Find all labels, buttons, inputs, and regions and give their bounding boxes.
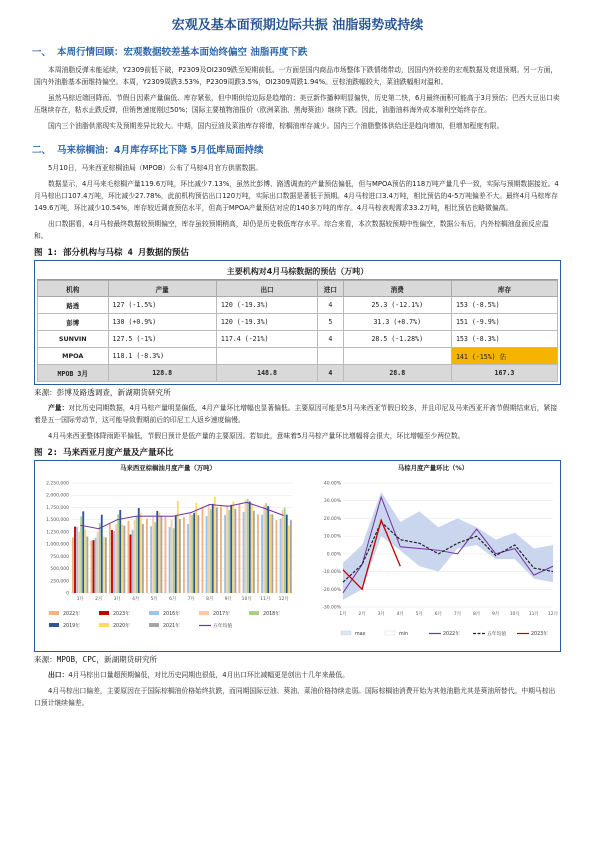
table-cell: [216, 348, 317, 365]
bar: [247, 499, 249, 593]
figure-source: 来源：彭博及路透调查，新湖期货研究所: [34, 388, 171, 397]
bar: [86, 537, 88, 593]
bar: [202, 507, 204, 593]
bar: [93, 540, 95, 593]
table-row: [38, 365, 558, 382]
table-cell: 130 (+0.9%): [108, 314, 216, 331]
bar: [142, 524, 144, 593]
paragraph: 5月10日，马来西亚棕榈油局（MPOB）公布了马棕4月官方供需数据。: [48, 164, 262, 172]
bar: [189, 513, 191, 593]
bar: [97, 532, 99, 593]
bar: [117, 514, 119, 593]
bar: [267, 506, 269, 593]
table-cell: 28.8: [343, 365, 451, 382]
table-cell: [343, 348, 451, 365]
col-header: 机构: [38, 281, 109, 297]
paragraph: 4月马棕出口偏差，主要原因在于国际棕榈油价格始终抗跌，而同期国际豆油、葵油、菜油价格持续走弱。国际棕榈油消费开始为其他油脂尤其是葵油所替代。中期马棕出口预计继续偏差。: [34, 687, 556, 707]
paragraph-label: 产量：: [48, 404, 69, 412]
legend-label: min: [399, 632, 409, 637]
bar: [251, 504, 253, 593]
y-tick-label: 1,500,000: [46, 518, 69, 524]
y-tick-label: 1,250,000: [46, 530, 69, 536]
bar: [74, 527, 76, 593]
y-tick-label: 20.00%: [323, 516, 341, 522]
legend-swatch: [49, 611, 59, 615]
legend-label: 2016年: [163, 612, 181, 617]
table-cell: 118.1 (-8.3%): [108, 348, 216, 365]
bar: [216, 507, 218, 593]
x-tick-label: 5月: [415, 612, 424, 617]
bar: [187, 524, 189, 593]
bar: [257, 514, 259, 593]
x-tick-label: 3月: [113, 597, 121, 602]
bar: [109, 524, 111, 593]
table-cell: 31.3 (+8.7%): [343, 314, 451, 331]
x-tick-label: 10月: [241, 597, 252, 602]
bar: [282, 510, 284, 593]
charts-row: [37, 463, 558, 649]
legend-swatch: [149, 611, 159, 615]
y-tick-label: -20.00%: [322, 587, 341, 593]
bar: [183, 517, 185, 593]
legend-swatch: [385, 631, 395, 635]
x-tick-label: 9月: [492, 612, 500, 617]
table-cell: 153 (-8.3%): [451, 331, 557, 348]
x-tick-label: 6月: [169, 597, 177, 602]
bar: [284, 507, 286, 593]
y-tick-label: 0.00%: [326, 552, 341, 558]
bar: [158, 513, 160, 593]
bar: [290, 520, 292, 593]
y-tick-label: 250,000: [50, 579, 69, 585]
bar: [132, 530, 134, 593]
y-tick-label: 0: [66, 591, 69, 597]
bar: [121, 524, 123, 593]
bar: [115, 524, 117, 593]
x-tick-label: 7月: [453, 612, 462, 617]
bar: [171, 520, 173, 593]
table-cell: 彭博: [38, 314, 109, 331]
table-title: 主要机构对4月马棕数据的预估（万吨）: [37, 263, 558, 280]
production-chart: [37, 463, 299, 649]
x-tick-label: 4月: [396, 612, 404, 617]
bar: [175, 516, 177, 593]
legend-swatch: [341, 631, 351, 635]
x-tick-label: 9月: [224, 597, 232, 602]
legend-label: 2023年: [113, 612, 131, 617]
table-cell: [318, 348, 343, 365]
bar: [113, 531, 115, 593]
col-header: 消费: [343, 281, 451, 297]
estimates-table-box: [34, 260, 561, 385]
chart-title: 马棕月度产量环比（%）: [397, 464, 469, 472]
section-number: 一、: [32, 47, 52, 58]
paragraph-label: 出口：: [48, 671, 69, 679]
y-tick-label: 1,000,000: [46, 542, 69, 548]
table-cell: 120 (-19.3%): [216, 314, 317, 331]
x-tick-label: 4月: [132, 597, 140, 602]
table-cell: 28.5 (-1.28%): [343, 331, 451, 348]
bar: [173, 528, 175, 593]
bar: [230, 505, 232, 593]
table-cell-highlight: 141 (-15%) 估: [451, 348, 557, 365]
paragraph-text: 对比历史同期数据，4月马棕产量明显偏低，4月产量环比增幅也显著偏低。主要原因可能是5月马来西亚节假日较多，并且印尼及马来西亚开斋节假期结束后，紧接着是五一国际劳动节，这可能导致假期前后的印尼工人返乡速度偏慢。: [34, 404, 558, 424]
x-tick-label: 1月: [339, 612, 347, 617]
bar: [208, 504, 210, 593]
table-cell: 4: [318, 297, 343, 314]
bar: [271, 514, 273, 593]
x-tick-label: 10月: [509, 612, 520, 617]
bar: [228, 510, 230, 593]
table-cell: 148.8: [216, 365, 317, 382]
paragraph: 出口数据看，4月马棕最终数据较预期偏空，库存虽较预期稍高，却仍是历史极低库存水平。综合来看，本次数据较预期中性偏空，数据公布后，内外棕榈油盘面反应温和。: [34, 220, 549, 240]
paragraph-text: 4月马棕出口量超预期偏低，对比历史同期也很低，4月出口环比减幅更是创出十几年来最低。: [68, 671, 349, 679]
legend-swatch: [249, 611, 259, 615]
bar: [195, 503, 197, 593]
bar: [245, 500, 247, 593]
legend-label: 五年均值: [487, 632, 507, 637]
table-cell: 4: [318, 365, 343, 382]
legend-swatch: [99, 611, 109, 615]
paragraph: 虽然马棕近端回降而、节假日因素产量偏低、库存紧张，但中期供给边际是趋增的；美豆新作播种明显偏快，历史第二快，6月最终面积可能高于3月预估；巴西大豆出口卖压继续存在，粘水止跌反弹，但销售速度刚过50%；国际主要植物油报价（欧洲菜油、黑海葵油）继续下跌。因此，油脂油料海外成本端利空始终存在。: [34, 94, 560, 114]
bar: [78, 532, 80, 593]
figure-source: 来源：MPOB，CPC，新湖期货研究所: [34, 655, 158, 664]
legend-label: 2019年: [63, 624, 81, 629]
bar: [220, 506, 222, 593]
x-tick-label: 2月: [95, 597, 103, 602]
figure-caption: 图 1: 部分机构与马棕 4 月数据的预估: [34, 248, 189, 258]
bar: [286, 515, 288, 593]
y-tick-label: 750,000: [50, 554, 69, 560]
paragraph: 数据显示，4月马来毛棕榈产量119.6万吨，环比减少7.13%，虽然比彭博、路透调查的产量预估偏低，但与MPOA预估的118万吨产量几乎一致，实际与预期数据接近。4月马棕出口107.4万吨，环比减少27.78%，此前机构预估出口120万吨，实际出口数据是著低于预期。4月马棕进口3.4万吨，相比预估的4-5万吨偏差不大。最终4月马棕库存149.6万吨，环比减少10.54%，库存较近调查预估水平，但高于MPOA产量预估对应的140多万吨的库存。4月马棕表观需求33.2万吨，相比预估也略微偏高。: [34, 180, 559, 212]
bar: [111, 530, 113, 593]
y-tick-label: 30.00%: [323, 499, 341, 505]
legend-label: 2022年: [63, 612, 81, 617]
bar: [91, 541, 93, 593]
table-row: [38, 297, 558, 314]
legend-label: 2022年: [443, 632, 461, 637]
bar: [197, 515, 199, 593]
bar: [130, 535, 132, 593]
x-tick-label: 2月: [358, 612, 366, 617]
table-cell: 120 (-19.3%): [216, 297, 317, 314]
bar: [179, 519, 181, 593]
col-header: 产量: [108, 281, 216, 297]
section-title: 马来棕榈油：4月库存环比下降 5月低库局面持续: [57, 145, 264, 156]
section-heading-1: [32, 44, 561, 58]
x-tick-label: 3月: [377, 612, 385, 617]
bar: [169, 527, 171, 593]
bar: [280, 519, 282, 593]
x-tick-label: 1月: [76, 597, 84, 602]
bar: [105, 537, 107, 593]
table-cell: 4: [318, 331, 343, 348]
legend-label: 2021年: [163, 624, 181, 629]
legend-swatch: [199, 611, 209, 615]
bar: [156, 511, 158, 593]
table-row: [38, 348, 558, 365]
bar: [72, 537, 74, 593]
bar: [265, 503, 267, 593]
bar: [165, 517, 167, 593]
y-tick-label: -10.00%: [322, 570, 341, 576]
table-cell: 路透: [38, 297, 109, 314]
table-row: [38, 314, 558, 331]
bar: [214, 497, 216, 593]
x-tick-label: 12月: [278, 597, 289, 602]
table-row: [38, 331, 558, 348]
bar: [84, 530, 86, 593]
bar: [288, 525, 290, 593]
mom-chart: [305, 463, 561, 649]
x-tick-label: 8月: [206, 597, 214, 602]
x-tick-label: 12月: [547, 612, 559, 617]
paragraph: [34, 402, 561, 426]
bar: [152, 516, 154, 593]
table-cell: SUNVIN: [38, 331, 109, 348]
legend-swatch: [49, 623, 59, 627]
bar: [261, 515, 263, 593]
table-cell: 25.3 (-12.1%): [343, 297, 451, 314]
charts-box: [34, 460, 561, 652]
bar: [234, 509, 236, 593]
production-bar-chart: [37, 475, 299, 647]
bar: [232, 501, 234, 593]
y-tick-label: 500,000: [50, 567, 69, 573]
y-tick-label: 2,000,000: [46, 493, 69, 499]
estimates-table: [37, 280, 558, 382]
bar: [123, 526, 125, 593]
bar: [103, 537, 105, 593]
bar: [193, 513, 195, 593]
x-tick-label: 5月: [150, 597, 158, 602]
legend-label: 2017年: [213, 612, 231, 617]
x-tick-label: 11月: [260, 597, 271, 602]
legend-swatch: [149, 623, 159, 627]
x-tick-label: 6月: [434, 612, 443, 617]
table-cell: 128.8: [108, 365, 216, 382]
legend-label: 五年均值: [213, 624, 233, 629]
bar: [128, 521, 130, 593]
table-cell: MPOB 3月: [38, 365, 109, 382]
table-cell: MPOA: [38, 348, 109, 365]
bar: [269, 514, 271, 593]
y-tick-label: 40.00%: [323, 481, 341, 487]
col-header: 库存: [451, 281, 557, 297]
bar: [239, 504, 241, 593]
bar: [276, 520, 278, 593]
paragraph: 国内三个油脂供需现实及预期差异比较大。中期，国内豆油及菜油库存将增，棕榈油库存减少。国内三个油脂整体供给还是趋向增加，但增加程度有限。: [48, 122, 504, 130]
table-cell: 151 (-9.9%): [451, 314, 557, 331]
legend-label: 2018年: [263, 612, 281, 617]
table-header-row: [38, 281, 558, 297]
legend-label: max: [355, 632, 366, 637]
y-tick-label: -30.00%: [322, 605, 341, 611]
section-title: 本周行情回顾：宏观数据较差基本面始终偏空 油脂再度下跌: [57, 47, 308, 58]
bar: [140, 513, 142, 593]
bar: [224, 515, 226, 593]
bar: [154, 522, 156, 593]
y-tick-label: 2,250,000: [46, 481, 69, 487]
bar: [76, 527, 78, 593]
col-header: 出口: [216, 281, 317, 297]
bar: [99, 523, 101, 593]
bar: [136, 516, 138, 593]
col-header: 进口: [318, 281, 343, 297]
bar: [134, 520, 136, 593]
bar: [249, 501, 251, 593]
bar: [243, 512, 245, 593]
section-heading-2: [32, 142, 561, 156]
table-cell: 153 (-8.5%): [451, 297, 557, 314]
bar: [80, 516, 82, 593]
table-cell: 167.3: [451, 365, 557, 382]
bar: [263, 505, 265, 593]
bar: [150, 526, 152, 593]
bar: [95, 538, 97, 593]
paragraph: 本周油脂反弹未能延续，Y2309前低下破，P2309及OI2309跌至短期前低。一方面是国内商品市场整体下跌情绪带动，因国内外较差的宏观数据及衰退预期。另一方面，国内外油脂基本面维持偏空。本周，Y2309周跌3.53%，P2309周跌3.5%，OI2309周跌1.94%。豆棕油跌幅较大，菜油跌幅相对温和。: [34, 66, 558, 86]
bar: [146, 518, 148, 593]
table-cell: 117.4 (-21%): [216, 331, 317, 348]
legend-label: 2020年: [113, 624, 131, 629]
bar: [212, 504, 214, 593]
bar: [253, 511, 255, 593]
section-number: 二、: [32, 145, 52, 156]
mom-line-chart: [305, 475, 561, 647]
paragraph: 4月马来西亚整体降雨距平偏低，节假日预计是低产量的主要原因。若如此，意味着5月马棕产量环比增幅将会很大，环比增幅至少两位数。: [48, 432, 465, 440]
y-tick-label: 10.00%: [323, 534, 341, 540]
bar: [210, 509, 212, 593]
y-tick-label: 1,750,000: [46, 505, 69, 511]
page-title: 宏观及基本面预期边际共振 油脂弱势或持续: [171, 18, 424, 33]
legend-swatch: [99, 623, 109, 627]
legend-label: 2023年: [531, 632, 549, 637]
chart-title: 马来西亚棕榈油月度产量（万吨）: [120, 464, 216, 472]
bar: [138, 508, 140, 593]
x-tick-label: 7月: [187, 597, 195, 602]
paragraph: [34, 669, 561, 681]
bar: [82, 511, 84, 593]
bar: [160, 516, 162, 593]
table-cell: 127 (-1.5%): [108, 297, 216, 314]
table-cell: 5: [318, 314, 343, 331]
bar: [119, 510, 121, 593]
x-tick-label: 11月: [528, 612, 540, 617]
x-tick-label: 8月: [472, 612, 481, 617]
figure-caption: 图 2: 马来西亚月度产量及产量环比: [34, 448, 174, 458]
bar: [226, 505, 228, 593]
bar: [191, 515, 193, 593]
bar: [206, 516, 208, 593]
table-cell: 127.5 (-1%): [108, 331, 216, 348]
